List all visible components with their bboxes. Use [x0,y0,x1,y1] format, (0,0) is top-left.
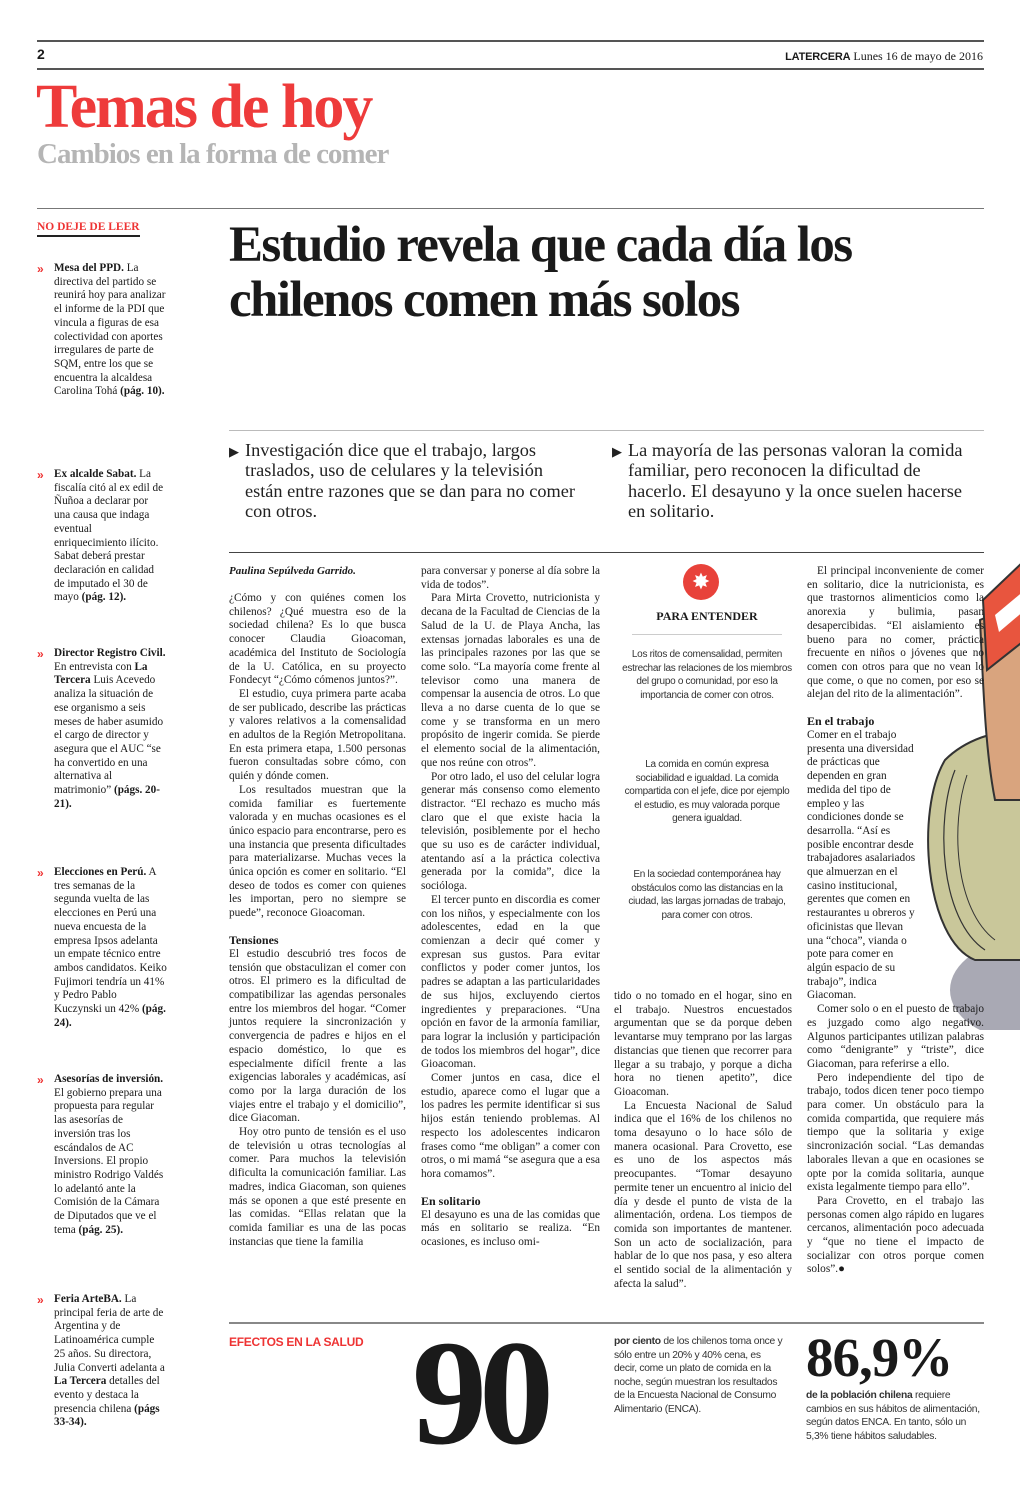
sidebar-item[interactable]: » Ex alcalde Sabat. La fiscalía citó al ex edil de Ñuñoa a declarar por una causa que indaga eventual enriquecimiento ilícito. Sabat deberá prestar declaración en calidad de imputado el 30 de mayo (pág. 12). [37,468,164,604]
chevron-right-icon: » [37,262,44,276]
compass-star-icon: ✸ [683,564,719,600]
issue-date: Lunes 16 de mayo de 2016 [853,49,983,63]
stats-rule [229,1322,984,1324]
sidebar-item[interactable]: » Asesorías de inversión. El gobierno prepara una propuesta para regular las asesorías de inversión tras los escándalos de AC Inversions. El propio ministro Rodrigo Valdés lo adelantó ante la Comisión de la Cámara de Diputados que ve el tema (pág. 25). [37,1073,164,1236]
article-column-4: El principal inconveniente de comer en solitario, dice la nutricionista, es que trastornos alimenticios como la anorexia y bulimia, pasan desapercibidas. “El aislamiento es bueno para no comer, práctica frecuente en niños o jóvenes que no comen con otros para que no vean lo que come, o que no comen, por eso se alejan del rito de la alimentación”. En el trabajo Comer en el trabajo presenta una diversidad de prácticas que dependen en gran medida del tipo de empleo y las condiciones donde se desarrolla. “Así es posible encontrar desde trabajadores asalariados que almuerzan en el casino institucional, gerentes que comen en restaurantes u obreros y oficinistas que llevan una “choca”, vianda o pote para comer en algún espacio de su trabajo”, indica Giacoman. Comer solo o en el puesto de trabajo es juzgado como algo negativo. Algunos participantes utilizan palabras como “denigrante” y “triste”, dice Giacoman, para referirse a ello. Pero independiente del tipo de trabajo, todos dicen tener poco tiempo para comer. Un obstáculo para la comida compartida, que requiere más tiempo que la solitaria y exige sincronización social. “Las demandas laborales llevan a que en ocasiones se opte por la comida solitaria, aunque exista legalmente tiempo para ello”. Para Crovetto, en el trabajo las personas comen algo rápido en lugares cercanos, alimentación poco adecuada y “que no tiene el impacto de socializar con otros porque comen solos”.● [807,565,984,1276]
section-subtitle: Cambios en la forma de comer [37,138,389,170]
chevron-right-icon: » [37,866,44,880]
para-entender-title: PARA ENTENDER [656,609,758,623]
deck-right: ▶ La mayoría de las personas valoran la comida familiar, pero reconocen la dificultad de hacerlo. El desayuno y la once suelen hacerse en solitario. [612,440,963,521]
page-number: 2 [37,46,45,62]
triangle-bullet-icon: ▶ [229,444,239,459]
sidebar-item[interactable]: » Director Registro Civil. En entrevista con La Tercera Luis Acevedo analiza la situación de ese organismo a seis meses de haber asumido el cargo de director y asegura que el AUC “se ha convertido en una alternativa al matrimonio” (págs. 20-21). [37,647,166,810]
chevron-right-icon: » [37,468,44,482]
sidebar-item[interactable]: » Mesa del PPD. La directiva del partido se reunirá hoy para analizar el informe de la PDI que vincula a figuras de esa colectividad con aportes irregulares de parte de SQM, entre los que se encuentra la alcaldesa Carolina Tohá (pág. 10). [37,262,166,398]
triangle-bullet-icon: ▶ [612,444,622,459]
header-rule [37,68,984,70]
chevron-right-icon: » [37,647,44,661]
section-rule [37,208,984,209]
article-column-3: tido o no tomado en el hogar, sino en el trabajo. Nuestros encuestados argumentan que se da porque deben levantarse muy temprano por las largas distancias que tienen que recorrer para llegar a su trabajo, y porque a dicha hora no tienen apetito”, dice Gioacoman. La Encuesta Nacional de Salud indica que el 16% de los chilenos no toma desayuno o lo hace sólo de manera ocasional. Para Crovetto, ese es uno de los aspectos más preocupantes. “Tomar desayuno permite tener un encuentro al inicio del día y desde el punto de vista de la alimentación, ordena. Los tiempos de comida son importantes de mantener. Son un acto de socialización, para hablar de lo que nos pasa, y eso altera el sentido social de la alimentación y afecta la salud”. [614,990,792,1290]
subhead-en-el-trabajo: En el trabajo [807,714,875,729]
stat-90-text: por ciento de los chilenos toma once y sólo entre un 20% y 40% cena, es decir, come un plato de comida en la noche, según muestran los resultados de la Encuesta Nacional de Consumo Alimentario (ENCA). [614,1336,783,1415]
section-title: Temas de hoy [36,73,372,141]
sidebar-heading: NO DEJE DE LEER [37,221,140,237]
chevron-right-icon: » [37,1073,44,1087]
stat-869-value: 86,9% [806,1327,953,1388]
byline: Paulina Sepúlveda Garrido. [229,565,356,577]
para-entender-item: En la sociedad contemporánea hay obstáculos como las distancias en la ciudad, las largas jornadas de trabajo, para comer con otros. [628,869,786,921]
para-entender-item: Los ritos de comensalidad, permiten estrechar las relaciones de los miembros del grupo o comunidad, por eso la importancia de comer con otros. [622,649,792,701]
article-column-2: para conversar y ponerse al día sobre la vida de todos”. Para Mirta Crovetto, nutricionista y decana de la Facultad de Ciencias de la Salud de la U. de Playa Ancha, las extensas jornadas laborales es una de las principales razones por las que se come solo. “La mayoría come frente al televisor como una manera de compensar la ausencia de otros. Lo que lleva a no darse cuenta de lo que se come y se transforma en un mero propósito de ingerir comida. Se pierde el elemento social de la alimentación, que nos reúne con otros”. Por otro lado, el uso del celular logra generar más consenso como elemento distractor. “El rechazo es mucho más claro que el que existe hacia la televisión, posiblemente por el hecho que su uso es de carácter individual, atentando así a la práctica colectiva generada por la comida”, dice la socióloga. El tercer punto en discordia es comer con los niños, y especialmente con los adolescentes, edad en la que comienzan a decir qué comer y expresan sus gustos. Para evitar conflictos y poder comer juntos, los padres se adaptan a las particularidades de sus hijos, excluyendo ciertos ingredientes y preparaciones. “Una opción en favor de la armonía familiar, para lograr la inclusión y participación de todos los miembros del hogar”, dice Gioacoman. Comer juntos en casa, dice el estudio, aparece como el lugar que a los padres les permite identificar si sus hijos están teniendo problemas. Al respecto los adolescentes indicaron frases como “me obligan” a comer con otros, o mi mamá “se asegura que a esa hora comamos”. En solitario El desayuno es una de las comidas que más en solitario se realiza. “En ocasiones, es incluso omi- [421,565,600,1249]
stat-90-value: 90 [412,1310,546,1476]
body-rule [229,552,984,553]
subhead-tensiones: Tensiones [229,932,279,947]
sidebar-item[interactable]: » Feria ArteBA. La principal feria de arte de Argentina y de Latinoamérica cumple 25 años. Su directora, Julia Converti adelanta a La Tercera detalles del evento y destaca la presencia chilena (págs 33-34). [37,1293,165,1429]
para-entender-item: La comida en común expresa sociabilidad e igualdad. La comida compartida con el jefe, dice por ejemplo el estudio, es muy valorada porque genera igualdad. [624,759,790,825]
stats-label: EFECTOS EN LA SALUD [229,1335,364,1349]
top-rule [37,40,984,42]
publication-name: LATERCERA [785,51,851,63]
para-entender-rule [632,634,782,635]
end-mark-icon: ● [838,1263,845,1276]
deck-rule [229,430,984,431]
sidebar-item[interactable]: » Elecciones en Perú. A tres semanas de la segunda vuelta de las elecciones en Perú una nueva encuesta de la empresa Ipsos adelanta un empate técnico entre ambos candidatos. Keiko Fujimori tendría un 41% y Pedro Pablo Kuczynski un 42% (pág. 24). [37,866,167,1029]
publication-date [785,49,983,64]
deck-left: ▶ Investigación dice que el trabajo, largos traslados, uso de celulares y la televisión están entre razones que se dan para no comer con otros. [229,440,575,521]
subhead-en-solitario: En solitario [421,1193,481,1208]
article-headline: Estudio revela que cada día los chilenos comen más solos [229,217,852,328]
chevron-right-icon: » [37,1293,44,1307]
article-column-1: ¿Cómo y con quiénes comen los chilenos? ¿Qué muestra eso de la sociedad chilena? Es lo que busca conocer Claudia Gioacoman, académica del Instituto de Sociología de la U. Católica, en su proyecto Fondecyt “¿Cómo cómenos juntos?”. El estudio, cuya primera parte acaba de ser publicado, describe las prácticas y valores relativos a la comensalidad en adultos de la Región Metropolitana. En esta primera etapa, 1.500 personas fueron consultadas sobre cómo, con quién y dónde comen. Los resultados muestran que la comida familiar es fuertemente valorada y en muchas ocasiones es el único espacio para encontrarse, pero es una instancia que presenta dificultades para materializarse. Muchas veces la única opción es comer en solitario. “El deseo de todos es comer con quienes les importan, pero no siempre se puede”, reconoce Gioacoman. Tensiones El estudio descubrió tres focos de tensión que obstaculizan el comer con otros. El primero es la dificultad de compatibilizar las agendas personales entre los miembros del hogar. “Comer juntos requiere la sincronización y convergencia de padres e hijos en el espacio doméstico, lo que es especialmente difícil frente a las exigencias laborales y académicas, así como por la larga duración de los viajes entre el trabajo y el domicilio”, dice Giacoman. Hoy otro punto de tensión es el uso de televisión u otras tecnologías al comer. Para muchos la televisión dificulta la comunicación familiar. Las madres, indica Giacoman, son quienes más se oponen a que esté presente en las comidas. “Ellas relatan que la comida familiar es una de las pocas instancias que tiene la familia [229,592,406,1248]
stat-869-text: de la población chilena requiere cambios en sus hábitos de alimentación, según datos ENCA. En tanto, sólo un 5,3% tiene hábitos saludables. [806,1390,980,1442]
